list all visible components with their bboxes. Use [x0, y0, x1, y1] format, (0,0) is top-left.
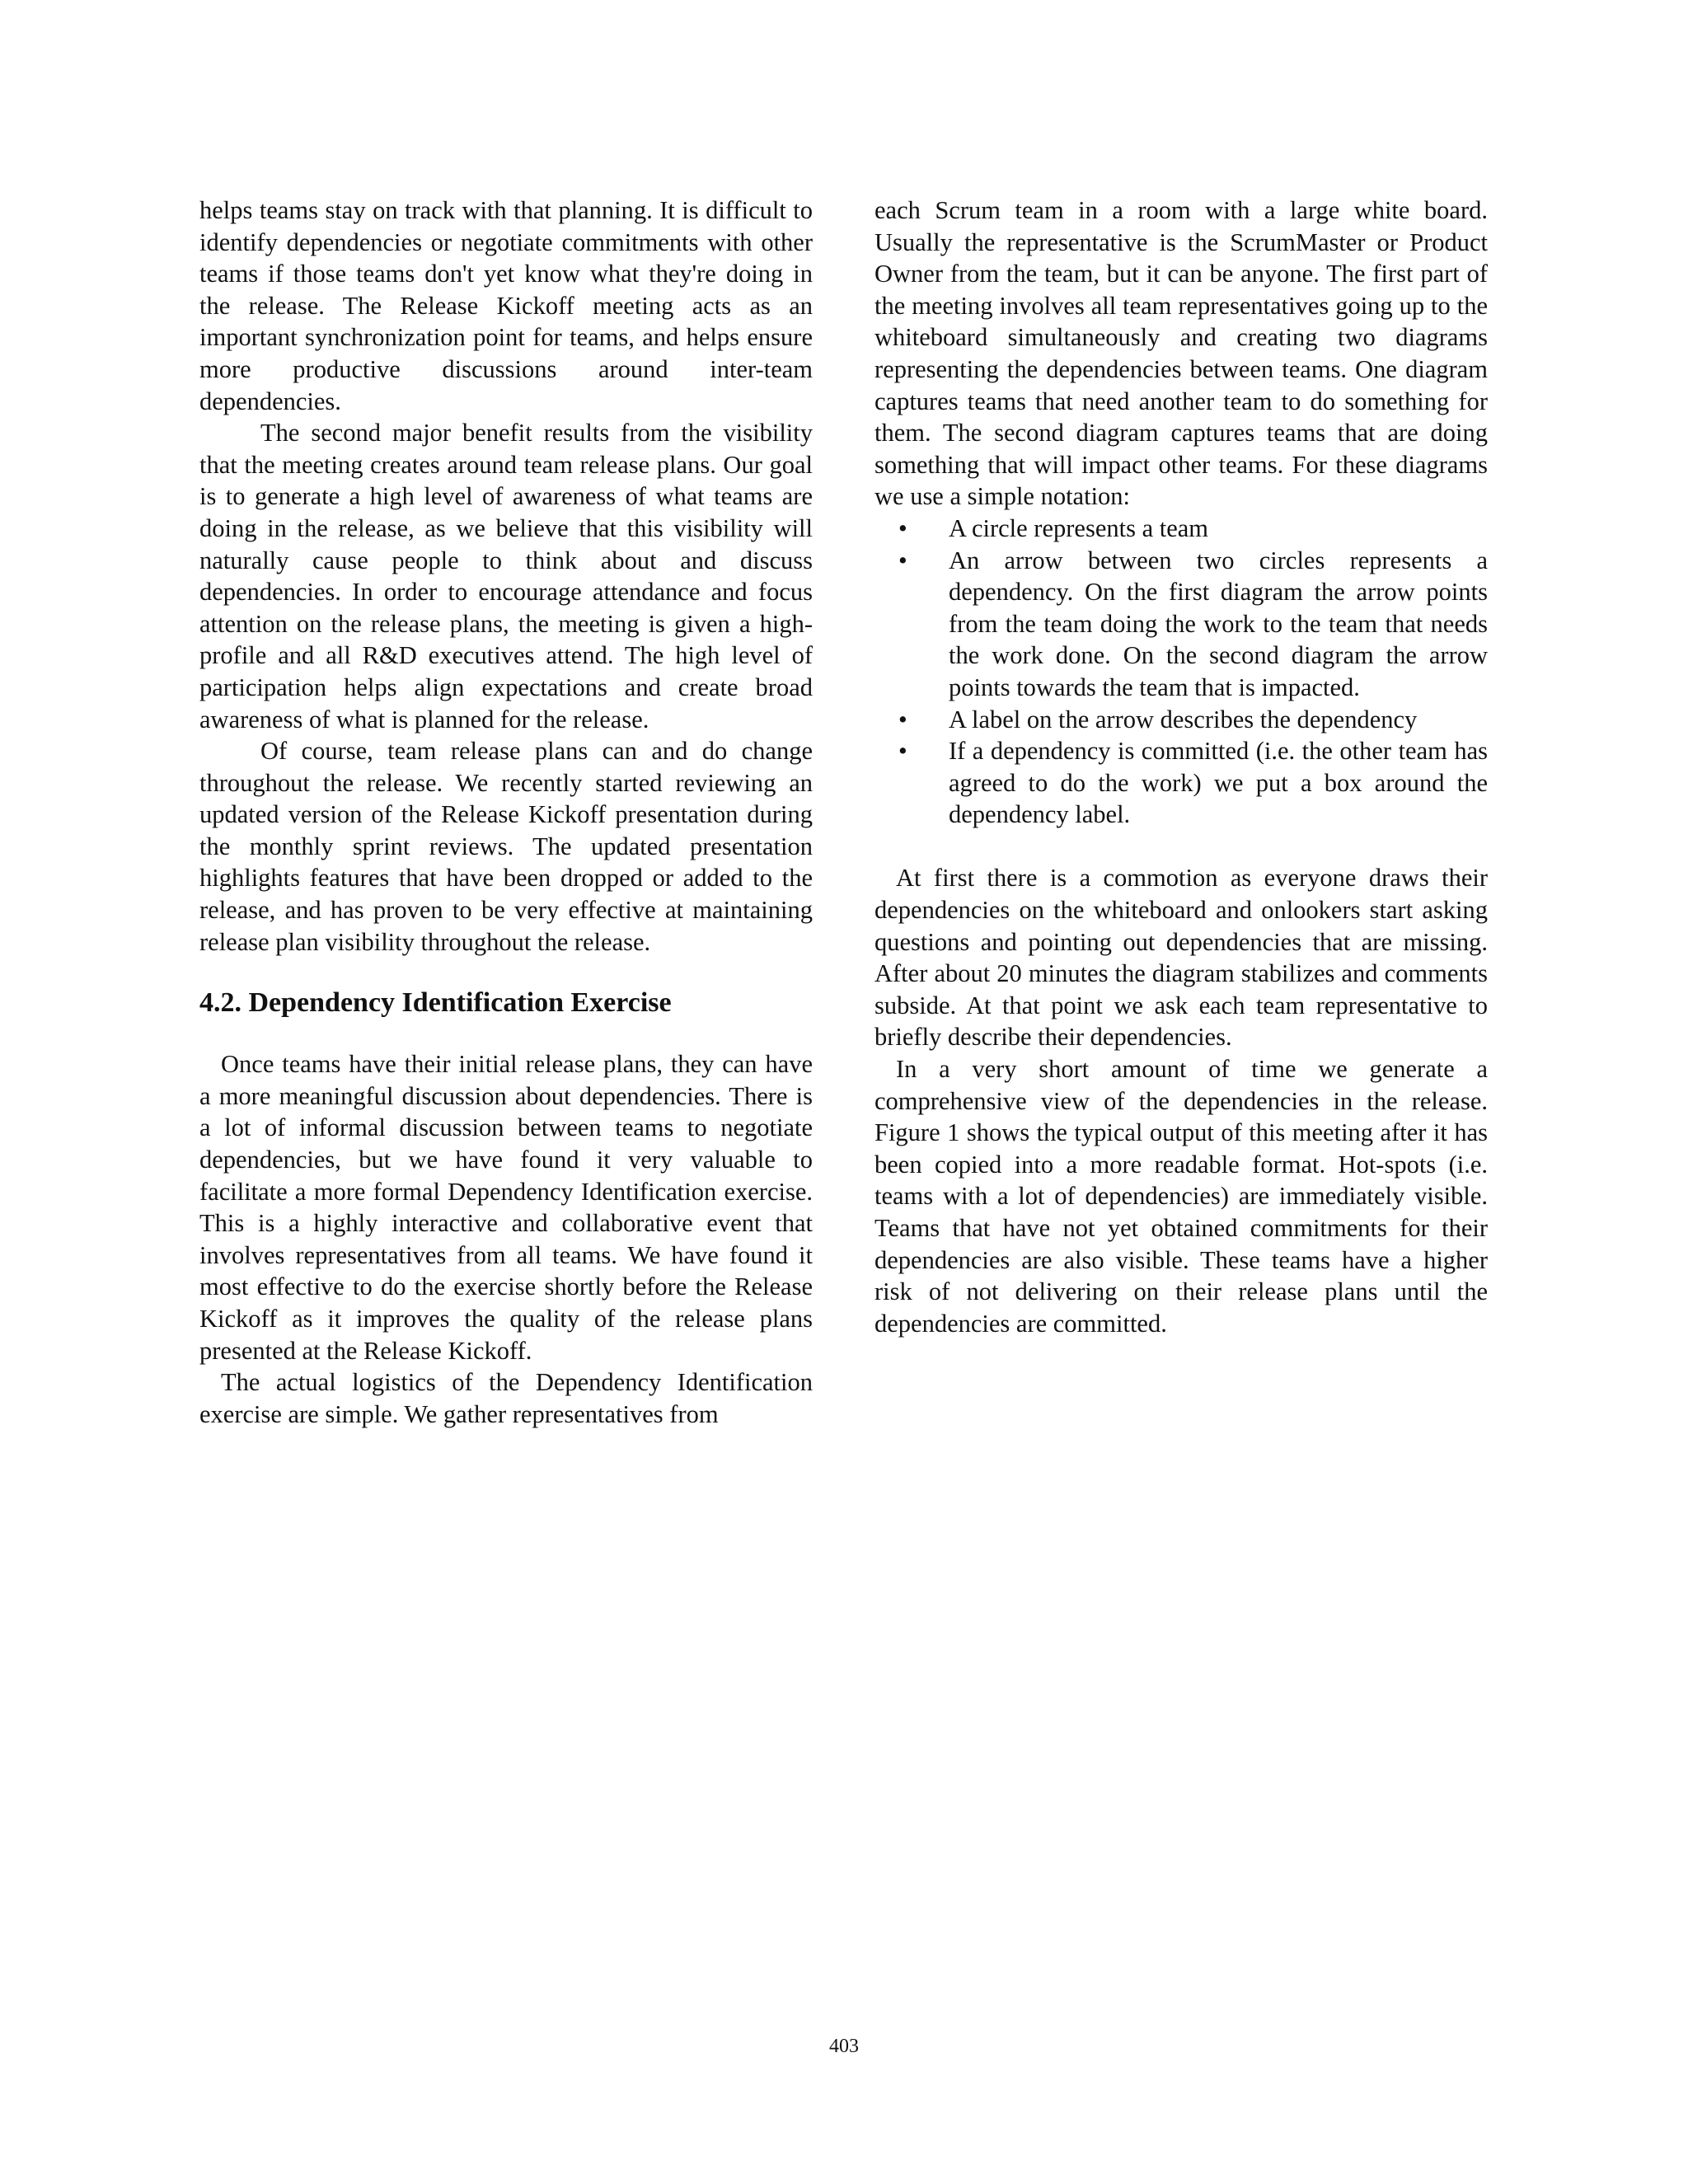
bullet-icon: •: [898, 546, 907, 574]
list-item: [874, 545, 1488, 704]
list-item-text: If a dependency is committed (i.e. the other team has agreed to do the work) we put a box around the dependency label.: [949, 737, 1488, 829]
section-heading: 4.2. Dependency Identification Exercise: [199, 987, 672, 1019]
list-item-text: A circle represents a team: [949, 513, 1209, 542]
bullet-icon: •: [898, 737, 907, 766]
list-item: [874, 513, 1488, 545]
page-number: 403: [829, 2036, 859, 2057]
list-item: [874, 735, 1488, 831]
left-paragraph-1: helps teams stay on track with that planning. It is difficult to identify dependencies or negotiate commitments with other teams if those teams don't yet know what they're doing in the release. The Release Kickoff meeting acts as an important synchronization point for teams, and helps ensure more productive discussions around inter-team dependencies.: [199, 196, 813, 415]
right-column: [874, 194, 1488, 1339]
list-item: [874, 704, 1488, 736]
notation-bullet-list: [874, 513, 1488, 831]
bullet-icon: •: [898, 513, 907, 542]
left-column: [199, 194, 813, 1430]
left-paragraph-3: Of course, team release plans can and do change throughout the release. We recently started reviewing an updated version of the Release Kickoff presentation during the monthly sprint reviews. The updated presentation highlights features that have been dropped or added to the release, and has proven to be very effective at maintaining release plan visibility throughout the release.: [199, 737, 813, 956]
bullet-icon: •: [898, 705, 907, 733]
left-paragraph-4: Once teams have their initial release plans, they can have a more meaningful discussion about dependencies. There is a lot of informal discussion between teams to negotiate dependencies, but we have found it very valuable to facilitate a more formal Dependency Identification exercise. This is a highly interactive and collaborative event that involves representatives from all teams. We have found it most effective to do the exercise shortly before the Release Kickoff as it improves the quality of the release plans presented at the Release Kickoff.: [199, 1050, 813, 1365]
left-paragraph-5: The actual logistics of the Dependency Identification exercise are simple. We gather representatives from: [199, 1368, 813, 1428]
list-item-text: A label on the arrow describes the dependency: [949, 705, 1418, 733]
left-paragraph-2: The second major benefit results from the visibility that the meeting creates around team release plans. Our goal is to generate a high level of awareness of what teams are doing in the release, as we believe that this visibility will naturally cause people to think about and discuss dependencies. In order to encourage attendance and focus attention on the release plans, the meeting is given a high-profile and all R&D executives attend. The high level of participation helps align expectations and create broad awareness of what is planned for the release.: [199, 419, 813, 733]
list-item-text: An arrow between two circles represents a dependency. On the first diagram the arrow points from the team doing the work to the team that needs the work done. On the second diagram the arrow points towards the team that is impacted.: [949, 546, 1488, 701]
right-paragraph-1: each Scrum team in a room with a large white board. Usually the representative is the ScrumMaster or Product Owner from the team, but it can be anyone. The first part of the meeting involves all team representatives going up to the whiteboard simultaneously and creating two diagrams representing the dependencies between teams. One diagram captures teams that need another team to do something for them. The second diagram captures teams that are doing something that will impact other teams. For these diagrams we use a simple notation:: [874, 196, 1488, 511]
right-paragraph-2: At first there is a commotion as everyone draws their dependencies on the whiteboard and onlookers start asking questions and pointing out dependencies that are missing. After about 20 minutes the diagram stabilizes and comments subside. At that point we ask each team representative to briefly describe their dependencies.: [874, 864, 1488, 1052]
right-paragraph-3: In a very short amount of time we generate a comprehensive view of the dependencies in the release. Figure 1 shows the typical output of this meeting after it has been copied into a more readable format. Hot-spots (i.e. teams with a lot of dependencies) are immediately visible. Teams that have not yet obtained commitments for their dependencies are also visible. These teams have a higher risk of not delivering on their release plans until the dependencies are committed.: [874, 1055, 1488, 1338]
